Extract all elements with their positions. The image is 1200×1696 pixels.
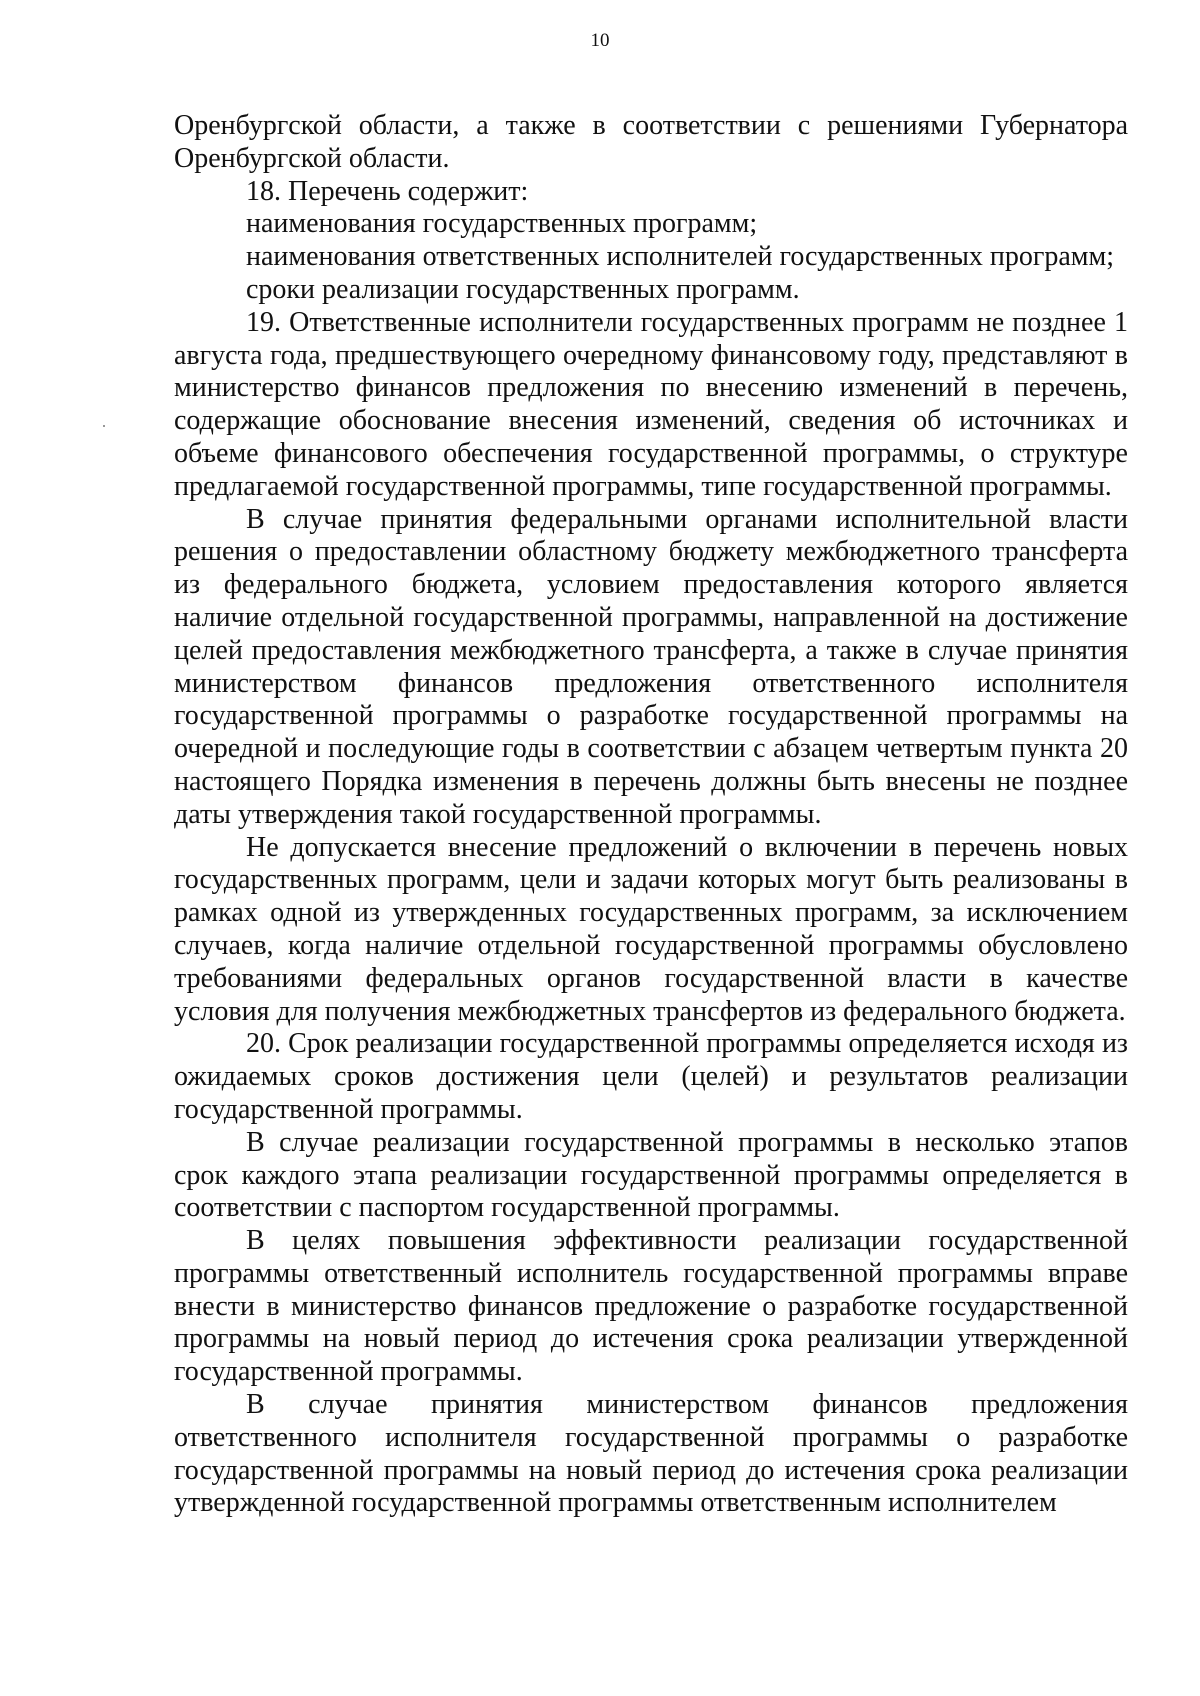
paragraph: Не допускается внесение предложений о включении в перечень новых государственных программ, цели и задачи которых могут быть реализованы в рамках одной из утвержденных государственных программ, за исключением случаев, когда наличие отдельной государственной программы обусловлено требованиями федеральных органов государственной власти в качестве условия для получения межбюджетных трансфертов из федерального бюджета. (174, 831, 1128, 1027)
scan-artifact-dot (103, 425, 105, 427)
paragraph: В случае реализации государственной программы в несколько этапов срок каждого этапа реализации государственной программы определяется в соответствии с паспортом государственной программы. (174, 1126, 1128, 1224)
paragraph-continuation: Оренбургской области, а также в соответствии с решениями Губернатора Оренбургской области. (174, 110, 1128, 174)
paragraph: В случае принятия министерством финансов предложения ответственного исполнителя государственной программы о разработке государственной программы на новый период до истечения срока реализации утвержденной государственной программы ответственным исполнителем (174, 1389, 1128, 1519)
document-body (174, 110, 1128, 1520)
list-item: сроки реализации государственных программ. (246, 273, 800, 305)
list-item: наименования ответственных исполнителей государственных программ; (246, 241, 1115, 273)
paragraph-item-18: 18. Перечень содержит: (246, 175, 529, 207)
page-number: 10 (590, 30, 610, 51)
paragraph: В целях повышения эффективности реализации государственной программы ответственный исполнитель государственной программы вправе внести в министерство финансов предложение о разработке государственной программы на новый период до истечения срока реализации утвержденной государственной программы. (174, 1225, 1128, 1388)
list-item: наименования государственных программ; (246, 208, 758, 240)
paragraph: В случае принятия федеральными органами исполнительной власти решения о предоставлении областному бюджету межбюджетного трансферта из федерального бюджета, условием предоставления которого является наличие отдельной государственной программы, направленной на достижение целей предоставления межбюджетного трансферта, а также в случае принятия министерством финансов предложения ответственного исполнителя государственной программы о разработке государственной программы на очередной и последующие годы в соответствии с абзацем четвертым пункта 20 настоящего Порядка изменения в перечень должны быть внесены не позднее даты утверждения такой государственной программы. (174, 503, 1128, 830)
paragraph-item-19: 19. Ответственные исполнители государственных программ не позднее 1 августа года, предшествующего очередному финансовому году, представляют в министерство финансов предложения по внесению изменений в перечень, содержащие обоснование внесения изменений, сведения об источниках и объеме финансового обеспечения государственной программы, о структуре предлагаемой государственной программы, типе государственной программы. (174, 306, 1128, 502)
paragraph-item-20: 20. Срок реализации государственной программы определяется исходя из ожидаемых сроков достижения цели (целей) и результатов реализации государственной программы. (174, 1028, 1128, 1125)
